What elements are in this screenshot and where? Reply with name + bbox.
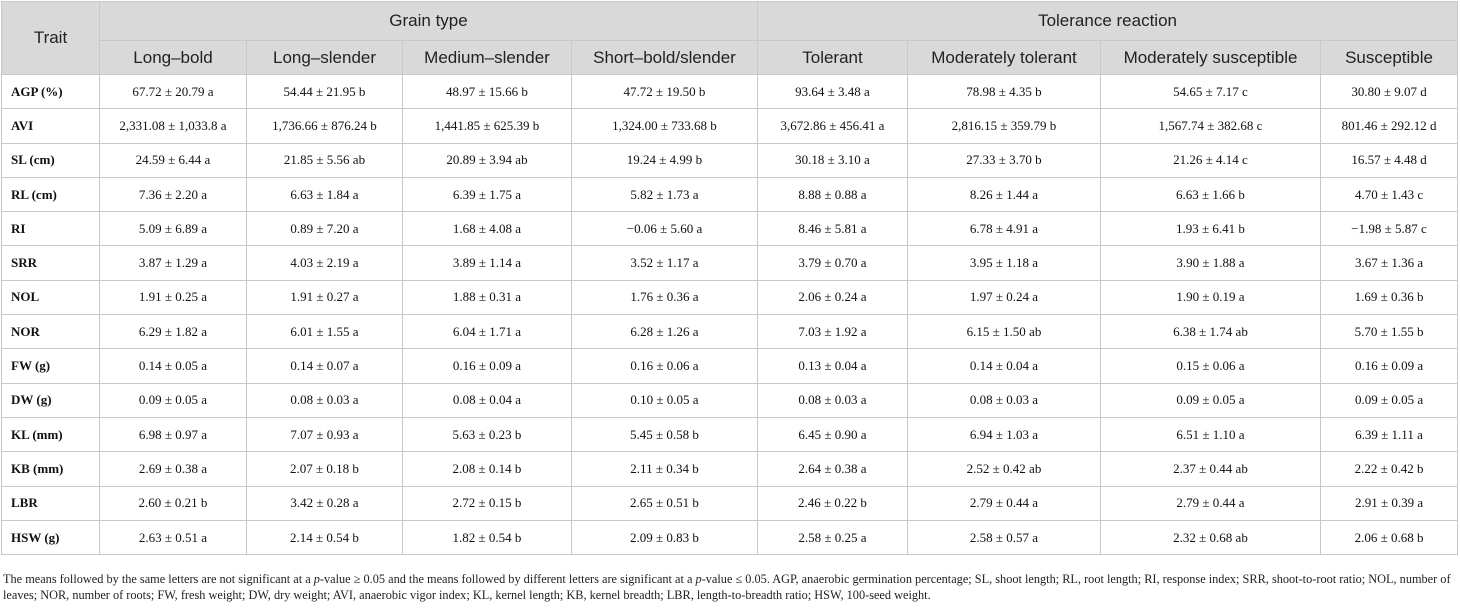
table-cell: 5.70 ± 1.55 b	[1321, 315, 1458, 349]
table-row	[2, 75, 1458, 109]
trait-label: KL (mm)	[2, 417, 100, 451]
header-row-groups	[2, 2, 1458, 41]
trait-label: NOL	[2, 280, 100, 314]
table-cell: 2.06 ± 0.68 b	[1321, 520, 1458, 554]
table-cell: 0.13 ± 0.04 a	[758, 349, 908, 383]
table-cell: 5.82 ± 1.73 a	[572, 177, 758, 211]
table-cell: 2.14 ± 0.54 b	[247, 520, 403, 554]
table-cell: 2.91 ± 0.39 a	[1321, 486, 1458, 520]
table-cell: 21.85 ± 5.56 ab	[247, 143, 403, 177]
table-footnote	[3, 571, 1455, 603]
table-cell: 0.16 ± 0.09 a	[1321, 349, 1458, 383]
table-cell: 0.14 ± 0.04 a	[908, 349, 1101, 383]
table-cell: 3.52 ± 1.17 a	[572, 246, 758, 280]
table-cell: 3.42 ± 0.28 a	[247, 486, 403, 520]
table-cell: 0.08 ± 0.04 a	[403, 383, 572, 417]
table-cell: 0.10 ± 0.05 a	[572, 383, 758, 417]
table-cell: 8.46 ± 5.81 a	[758, 212, 908, 246]
table-cell: 2.11 ± 0.34 b	[572, 452, 758, 486]
table-cell: 1.88 ± 0.31 a	[403, 280, 572, 314]
table-row	[2, 280, 1458, 314]
table-cell: 2.09 ± 0.83 b	[572, 520, 758, 554]
table-cell: 1,567.74 ± 382.68 c	[1101, 109, 1321, 143]
table-row	[2, 246, 1458, 280]
table-cell: 21.26 ± 4.14 c	[1101, 143, 1321, 177]
table-cell: 6.78 ± 4.91 a	[908, 212, 1101, 246]
table-cell: 2,331.08 ± 1,033.8 a	[100, 109, 247, 143]
header-row-columns	[2, 41, 1458, 75]
table-cell: 2.07 ± 0.18 b	[247, 452, 403, 486]
table-cell: 1.91 ± 0.25 a	[100, 280, 247, 314]
table-cell: 0.14 ± 0.05 a	[100, 349, 247, 383]
trait-label: DW (g)	[2, 383, 100, 417]
table-cell: 54.65 ± 7.17 c	[1101, 75, 1321, 109]
table-cell: 1,736.66 ± 876.24 b	[247, 109, 403, 143]
footnote-p-italic: p	[313, 572, 320, 586]
table-cell: 5.45 ± 0.58 b	[572, 417, 758, 451]
header-group-grain-type: Grain type	[100, 2, 758, 41]
trait-label: NOR	[2, 315, 100, 349]
column-header: Medium–slender	[403, 41, 572, 75]
trait-label: FW (g)	[2, 349, 100, 383]
table-cell: 24.59 ± 6.44 a	[100, 143, 247, 177]
table-row	[2, 417, 1458, 451]
table-row	[2, 109, 1458, 143]
table-cell: 2.63 ± 0.51 a	[100, 520, 247, 554]
table-cell: 801.46 ± 292.12 d	[1321, 109, 1458, 143]
table-cell: 93.64 ± 3.48 a	[758, 75, 908, 109]
table-cell: 3.90 ± 1.88 a	[1101, 246, 1321, 280]
table-cell: 4.03 ± 2.19 a	[247, 246, 403, 280]
table-cell: 2.58 ± 0.25 a	[758, 520, 908, 554]
table-cell: 8.88 ± 0.88 a	[758, 177, 908, 211]
table-cell: 6.94 ± 1.03 a	[908, 417, 1101, 451]
table-cell: 1.90 ± 0.19 a	[1101, 280, 1321, 314]
table-cell: 3.95 ± 1.18 a	[908, 246, 1101, 280]
table-cell: 2,816.15 ± 359.79 b	[908, 109, 1101, 143]
trait-label: KB (mm)	[2, 452, 100, 486]
table-cell: 6.63 ± 1.84 a	[247, 177, 403, 211]
table-cell: 6.63 ± 1.66 b	[1101, 177, 1321, 211]
table-cell: 0.09 ± 0.05 a	[1101, 383, 1321, 417]
table-row	[2, 520, 1458, 554]
table-cell: 2.69 ± 0.38 a	[100, 452, 247, 486]
table-cell: 0.15 ± 0.06 a	[1101, 349, 1321, 383]
table-cell: 54.44 ± 21.95 b	[247, 75, 403, 109]
table-cell: 1,441.85 ± 625.39 b	[403, 109, 572, 143]
table-cell: 20.89 ± 3.94 ab	[403, 143, 572, 177]
table-cell: 1.82 ± 0.54 b	[403, 520, 572, 554]
table-cell: 6.04 ± 1.71 a	[403, 315, 572, 349]
table-cell: 2.08 ± 0.14 b	[403, 452, 572, 486]
table-cell: 6.15 ± 1.50 ab	[908, 315, 1101, 349]
table-cell: 1.69 ± 0.36 b	[1321, 280, 1458, 314]
table-cell: 1.97 ± 0.24 a	[908, 280, 1101, 314]
trait-label: AGP (%)	[2, 75, 100, 109]
trait-label: LBR	[2, 486, 100, 520]
table-cell: 78.98 ± 4.35 b	[908, 75, 1101, 109]
table-cell: −0.06 ± 5.60 a	[572, 212, 758, 246]
table-cell: 7.03 ± 1.92 a	[758, 315, 908, 349]
table-cell: 0.14 ± 0.07 a	[247, 349, 403, 383]
table-cell: 3.87 ± 1.29 a	[100, 246, 247, 280]
trait-label: RL (cm)	[2, 177, 100, 211]
table-cell: 6.38 ± 1.74 ab	[1101, 315, 1321, 349]
table-cell: 3.67 ± 1.36 a	[1321, 246, 1458, 280]
table-cell: 0.08 ± 0.03 a	[247, 383, 403, 417]
table-cell: 1,324.00 ± 733.68 b	[572, 109, 758, 143]
trait-label: SRR	[2, 246, 100, 280]
table-cell: 3.79 ± 0.70 a	[758, 246, 908, 280]
table-cell: 2.37 ± 0.44 ab	[1101, 452, 1321, 486]
table-cell: 1.93 ± 6.41 b	[1101, 212, 1321, 246]
table-cell: 67.72 ± 20.79 a	[100, 75, 247, 109]
column-header: Moderately tolerant	[908, 41, 1101, 75]
table-cell: 2.22 ± 0.42 b	[1321, 452, 1458, 486]
table-cell: 2.64 ± 0.38 a	[758, 452, 908, 486]
footnote-text: -value ≤ 0.05. AGP, anaerobic germination percentage; SL, shoot length; RL, root length; RI, response index; SRR, shoot-to-root ratio; NOL, number of leaves; NOR, number of roots; FW, fresh weight; DW, dry weight; AVI, anaerobic vigor index; KL, kernel length; KB, kernel breadth; LBR, length-to-breadth ratio; HSW, 100-seed weight.	[3, 572, 1451, 602]
footnote-text: The means followed by the same letters are not significant at a	[3, 572, 314, 586]
footnote-p-italic: p	[695, 572, 702, 586]
table-cell: 2.65 ± 0.51 b	[572, 486, 758, 520]
table-cell: 2.79 ± 0.44 a	[908, 486, 1101, 520]
trait-means-table	[1, 1, 1458, 555]
table-cell: 3,672.86 ± 456.41 a	[758, 109, 908, 143]
table-cell: 7.36 ± 2.20 a	[100, 177, 247, 211]
trait-label: HSW (g)	[2, 520, 100, 554]
table-cell: 2.46 ± 0.22 b	[758, 486, 908, 520]
table-cell: 0.89 ± 7.20 a	[247, 212, 403, 246]
data-table-container	[1, 1, 1457, 555]
table-cell: 0.08 ± 0.03 a	[908, 383, 1101, 417]
trait-label: SL (cm)	[2, 143, 100, 177]
column-header: Susceptible	[1321, 41, 1458, 75]
table-cell: 6.45 ± 0.90 a	[758, 417, 908, 451]
header-trait: Trait	[2, 2, 100, 75]
table-cell: 8.26 ± 1.44 a	[908, 177, 1101, 211]
table-row	[2, 143, 1458, 177]
table-cell: 7.07 ± 0.93 a	[247, 417, 403, 451]
table-cell: 6.98 ± 0.97 a	[100, 417, 247, 451]
table-cell: 30.18 ± 3.10 a	[758, 143, 908, 177]
table-cell: 30.80 ± 9.07 d	[1321, 75, 1458, 109]
column-header: Short–bold/slender	[572, 41, 758, 75]
table-cell: 16.57 ± 4.48 d	[1321, 143, 1458, 177]
table-cell: 47.72 ± 19.50 b	[572, 75, 758, 109]
table-cell: −1.98 ± 5.87 c	[1321, 212, 1458, 246]
table-cell: 6.01 ± 1.55 a	[247, 315, 403, 349]
table-cell: 2.72 ± 0.15 b	[403, 486, 572, 520]
table-cell: 2.32 ± 0.68 ab	[1101, 520, 1321, 554]
table-row	[2, 486, 1458, 520]
table-cell: 2.06 ± 0.24 a	[758, 280, 908, 314]
table-cell: 2.52 ± 0.42 ab	[908, 452, 1101, 486]
table-cell: 5.63 ± 0.23 b	[403, 417, 572, 451]
trait-label: RI	[2, 212, 100, 246]
table-cell: 1.76 ± 0.36 a	[572, 280, 758, 314]
table-cell: 0.09 ± 0.05 a	[1321, 383, 1458, 417]
table-cell: 2.79 ± 0.44 a	[1101, 486, 1321, 520]
table-cell: 0.16 ± 0.09 a	[403, 349, 572, 383]
table-row	[2, 315, 1458, 349]
table-cell: 48.97 ± 15.66 b	[403, 75, 572, 109]
table-cell: 6.39 ± 1.75 a	[403, 177, 572, 211]
table-cell: 1.68 ± 4.08 a	[403, 212, 572, 246]
table-cell: 0.16 ± 0.06 a	[572, 349, 758, 383]
table-cell: 2.60 ± 0.21 b	[100, 486, 247, 520]
column-header: Tolerant	[758, 41, 908, 75]
table-cell: 27.33 ± 3.70 b	[908, 143, 1101, 177]
table-cell: 4.70 ± 1.43 c	[1321, 177, 1458, 211]
table-row	[2, 383, 1458, 417]
table-cell: 1.91 ± 0.27 a	[247, 280, 403, 314]
table-cell: 0.09 ± 0.05 a	[100, 383, 247, 417]
header-group-tolerance-reaction: Tolerance reaction	[758, 2, 1458, 41]
column-header: Long–slender	[247, 41, 403, 75]
table-row	[2, 212, 1458, 246]
table-cell: 6.28 ± 1.26 a	[572, 315, 758, 349]
table-row	[2, 452, 1458, 486]
table-cell: 6.29 ± 1.82 a	[100, 315, 247, 349]
table-cell: 6.39 ± 1.11 a	[1321, 417, 1458, 451]
table-cell: 19.24 ± 4.99 b	[572, 143, 758, 177]
table-cell: 5.09 ± 6.89 a	[100, 212, 247, 246]
table-body	[2, 75, 1458, 555]
column-header: Moderately susceptible	[1101, 41, 1321, 75]
table-row	[2, 349, 1458, 383]
trait-label: AVI	[2, 109, 100, 143]
footnote-text: -value ≥ 0.05 and the means followed by different letters are significant at a	[319, 572, 696, 586]
table-cell: 3.89 ± 1.14 a	[403, 246, 572, 280]
table-cell: 2.58 ± 0.57 a	[908, 520, 1101, 554]
table-cell: 0.08 ± 0.03 a	[758, 383, 908, 417]
table-row	[2, 177, 1458, 211]
table-cell: 6.51 ± 1.10 a	[1101, 417, 1321, 451]
column-header: Long–bold	[100, 41, 247, 75]
